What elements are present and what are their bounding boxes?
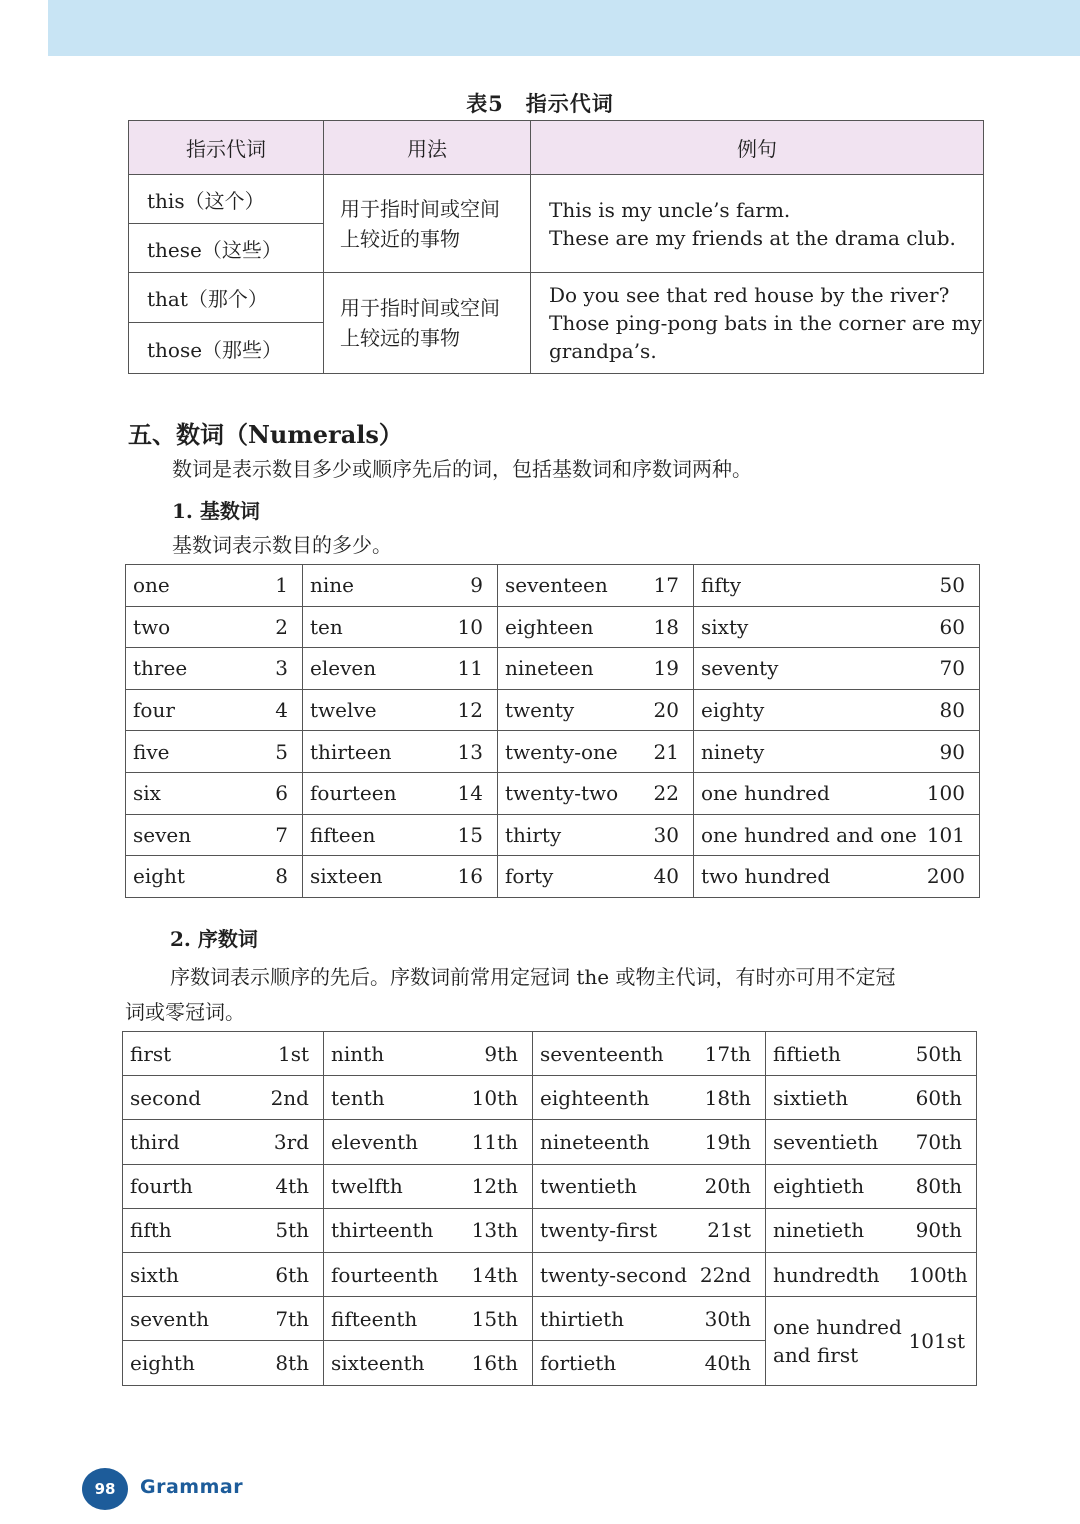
table-row <box>126 772 980 814</box>
number-value: 13th <box>463 1208 533 1252</box>
number-value: 21 <box>648 731 694 773</box>
number-value: 10 <box>444 606 498 648</box>
table-row <box>123 1032 977 1076</box>
number-value: 60 <box>914 606 980 648</box>
number-value: 1 <box>262 565 303 607</box>
table-row <box>126 814 980 856</box>
number-value: 9th <box>463 1032 533 1076</box>
table-row <box>123 1076 977 1120</box>
number-word: twenty-second <box>533 1252 698 1296</box>
number-word: twenty-one <box>498 731 648 773</box>
number-value: 20 <box>648 689 694 731</box>
pronoun-those: those（那些） <box>129 323 324 374</box>
example-near-line2: These are my friends at the drama club. <box>549 225 956 250</box>
number-word: fifth <box>123 1208 258 1252</box>
number-word: forty <box>498 856 648 898</box>
header-band <box>48 0 1080 56</box>
number-value: 20th <box>698 1164 766 1208</box>
number-word: nineteen <box>498 648 648 690</box>
pronoun-that: that（那个） <box>129 273 324 323</box>
number-word: twenty <box>498 689 648 731</box>
number-value: 9 <box>444 565 498 607</box>
number-word: three <box>126 648 262 690</box>
number-word: eighty <box>694 689 914 731</box>
number-value: 2 <box>262 606 303 648</box>
number-word: seventeen <box>498 565 648 607</box>
number-value: 2nd <box>258 1076 324 1120</box>
number-word: sixtieth <box>766 1076 909 1120</box>
number-value: 18 <box>648 606 694 648</box>
example-near-line1: This is my uncle’s farm. <box>549 197 791 222</box>
number-value: 19th <box>698 1120 766 1164</box>
number-word-line1: one hundred <box>773 1314 902 1339</box>
number-value: 14 <box>444 772 498 814</box>
number-value: 15 <box>444 814 498 856</box>
header-pronoun: 指示代词 <box>129 121 324 175</box>
number-value: 15th <box>463 1297 533 1341</box>
number-value: 12th <box>463 1164 533 1208</box>
number-word: fourth <box>123 1164 258 1208</box>
number-value: 16 <box>444 856 498 898</box>
numerals-intro: 数词是表示数目多少或顺序先后的词，包括基数词和序数词两种。 <box>172 457 752 481</box>
number-value: 40th <box>698 1341 766 1385</box>
number-value: 12 <box>444 689 498 731</box>
number-word: seventy <box>694 648 914 690</box>
number-value: 200 <box>914 856 980 898</box>
number-value: 101st <box>909 1297 977 1385</box>
number-word: sixty <box>694 606 914 648</box>
number-word <box>766 1297 909 1385</box>
table-caption: 表5 指示代词 <box>466 91 614 116</box>
number-word: eighteenth <box>533 1076 698 1120</box>
number-word: eight <box>126 856 262 898</box>
number-value: 50 <box>914 565 980 607</box>
number-word: six <box>126 772 262 814</box>
table-row <box>126 648 980 690</box>
cardinal-intro: 基数词表示数目的多少。 <box>172 533 392 557</box>
number-value: 19 <box>648 648 694 690</box>
example-near <box>531 175 984 273</box>
table-row <box>126 606 980 648</box>
number-word: third <box>123 1120 258 1164</box>
number-word: ninety <box>694 731 914 773</box>
usage-near-line1: 用于指时间或空间 <box>340 196 500 221</box>
number-word: fifty <box>694 565 914 607</box>
number-value: 40 <box>648 856 694 898</box>
usage-far <box>324 273 531 374</box>
number-value: 17 <box>648 565 694 607</box>
number-value: 6 <box>262 772 303 814</box>
number-value: 70 <box>914 648 980 690</box>
ordinal-intro-line2: 词或零冠词。 <box>125 1000 245 1024</box>
number-word: sixth <box>123 1252 258 1296</box>
number-value: 60th <box>909 1076 977 1120</box>
number-word: seven <box>126 814 262 856</box>
number-value: 100th <box>909 1252 977 1296</box>
number-word: fifteen <box>303 814 444 856</box>
number-value: 13 <box>444 731 498 773</box>
demonstrative-pronoun-table <box>128 120 984 374</box>
number-word: four <box>126 689 262 731</box>
cardinal-numbers-table <box>125 564 980 898</box>
pronoun-this: this（这个） <box>129 175 324 224</box>
header-example: 例句 <box>531 121 984 175</box>
number-word: fortieth <box>533 1341 698 1385</box>
table-row <box>126 565 980 607</box>
number-value: 14th <box>463 1252 533 1296</box>
number-word: fifteenth <box>324 1297 463 1341</box>
section-title-numerals: 五、数词（Numerals） <box>128 420 403 449</box>
number-word: twelfth <box>324 1164 463 1208</box>
number-value: 10th <box>463 1076 533 1120</box>
example-far <box>531 273 984 374</box>
number-value: 5th <box>258 1208 324 1252</box>
number-value: 90 <box>914 731 980 773</box>
table-row <box>123 1164 977 1208</box>
number-word: eleven <box>303 648 444 690</box>
number-word: seventh <box>123 1297 258 1341</box>
number-word: fourteen <box>303 772 444 814</box>
number-value: 30th <box>698 1297 766 1341</box>
number-value: 50th <box>909 1032 977 1076</box>
number-word: twenty-two <box>498 772 648 814</box>
cardinal-heading: 1. 基数词 <box>172 499 260 523</box>
number-word: five <box>126 731 262 773</box>
number-value: 3rd <box>258 1120 324 1164</box>
ordinal-heading: 2. 序数词 <box>170 927 258 951</box>
number-word: one hundred <box>694 772 914 814</box>
number-word: one hundred and one <box>694 814 914 856</box>
number-value: 8th <box>258 1341 324 1385</box>
number-word: sixteenth <box>324 1341 463 1385</box>
number-word: first <box>123 1032 258 1076</box>
table-row <box>123 1252 977 1296</box>
number-value: 6th <box>258 1252 324 1296</box>
example-far-line3: grandpa’s. <box>549 339 657 363</box>
table-row <box>126 731 980 773</box>
number-word: seventeenth <box>533 1032 698 1076</box>
table-row <box>129 273 984 323</box>
number-word: seventieth <box>766 1120 909 1164</box>
number-word: thirty <box>498 814 648 856</box>
number-word-line2: and first <box>773 1342 859 1367</box>
table-row <box>126 856 980 898</box>
number-word: ten <box>303 606 444 648</box>
number-word: eightieth <box>766 1164 909 1208</box>
example-far-line2: Those ping-pong bats in the corner are my <box>549 311 982 335</box>
table-row <box>123 1120 977 1164</box>
number-value: 8 <box>262 856 303 898</box>
number-word: ninetieth <box>766 1208 909 1252</box>
number-value: 80 <box>914 689 980 731</box>
number-word: twentieth <box>533 1164 698 1208</box>
number-word: second <box>123 1076 258 1120</box>
number-word: twelve <box>303 689 444 731</box>
page-number-badge: 98 <box>82 1468 128 1510</box>
number-value: 7th <box>258 1297 324 1341</box>
number-word: one <box>126 565 262 607</box>
number-word: nineteenth <box>533 1120 698 1164</box>
number-value: 101 <box>914 814 980 856</box>
number-word: hundredth <box>766 1252 909 1296</box>
number-value: 30 <box>648 814 694 856</box>
number-value: 11th <box>463 1120 533 1164</box>
table-row <box>123 1208 977 1252</box>
pronoun-these: these（这些） <box>129 224 324 273</box>
ordinal-intro-line1: 序数词表示顺序的先后。序数词前常用定冠词 the 或物主代词，有时亦可用不定冠 <box>170 965 896 989</box>
number-word: twenty-first <box>533 1208 698 1252</box>
number-word: nine <box>303 565 444 607</box>
number-word: eleventh <box>324 1120 463 1164</box>
table-row <box>123 1297 977 1341</box>
number-word: ninth <box>324 1032 463 1076</box>
usage-near <box>324 175 531 273</box>
number-word: eighth <box>123 1341 258 1385</box>
number-word: two <box>126 606 262 648</box>
number-value: 7 <box>262 814 303 856</box>
number-value: 4th <box>258 1164 324 1208</box>
number-value: 16th <box>463 1341 533 1385</box>
number-value: 5 <box>262 731 303 773</box>
number-value: 11 <box>444 648 498 690</box>
ordinal-numbers-table <box>122 1031 977 1386</box>
number-word: thirtieth <box>533 1297 698 1341</box>
number-value: 18th <box>698 1076 766 1120</box>
number-word: eighteen <box>498 606 648 648</box>
usage-far-line2: 上较远的事物 <box>340 326 460 350</box>
table-header-row <box>129 121 984 175</box>
number-value: 22nd <box>698 1252 766 1296</box>
number-value: 70th <box>909 1120 977 1164</box>
number-word: fiftieth <box>766 1032 909 1076</box>
number-value: 22 <box>648 772 694 814</box>
header-usage: 用法 <box>324 121 531 175</box>
number-value: 17th <box>698 1032 766 1076</box>
number-word: tenth <box>324 1076 463 1120</box>
footer-section-label: Grammar <box>140 1476 244 1498</box>
number-value: 90th <box>909 1208 977 1252</box>
number-value: 21st <box>698 1208 766 1252</box>
number-value: 80th <box>909 1164 977 1208</box>
usage-near-line2: 上较近的事物 <box>340 226 460 251</box>
number-word: sixteen <box>303 856 444 898</box>
table-row <box>129 175 984 224</box>
number-word: thirteen <box>303 731 444 773</box>
number-value: 1st <box>258 1032 324 1076</box>
number-value: 4 <box>262 689 303 731</box>
example-far-line1: Do you see that red house by the river? <box>549 283 950 307</box>
number-word: thirteenth <box>324 1208 463 1252</box>
usage-far-line1: 用于指时间或空间 <box>340 296 500 320</box>
number-value: 100 <box>914 772 980 814</box>
number-word: fourteenth <box>324 1252 463 1296</box>
number-word: two hundred <box>694 856 914 898</box>
table-row <box>126 689 980 731</box>
number-value: 3 <box>262 648 303 690</box>
